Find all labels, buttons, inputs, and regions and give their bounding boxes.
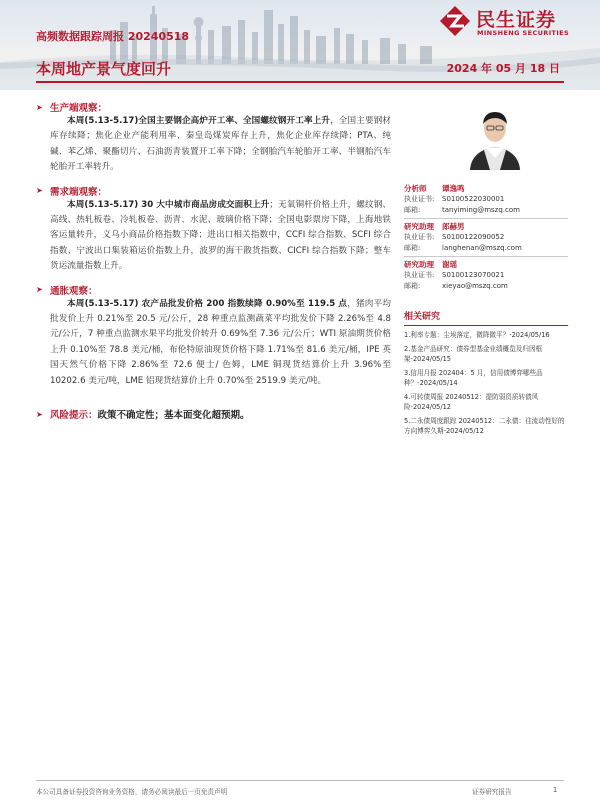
paragraph-body: ，猪肉平均批发价上升 0.21%至 20.5 元/公斤，28 种重点监测蔬菜平均批发价下降 2.26%至 4.8 元/公斤，7 种重点监测水果平均批发价转升 0.69%至 7.36 元/公斤；WTI 原油期货价格上升 0.10%至 78.8 美元/桶，布伦特原油现货价格下降 1.71%至 81.6 美元/桶，IPE 英国天然气价格下降 2.86%至 72.6 便士/ 色姆，LME 铜现货结算价上升 3.96%至 10202.6 美元/吨，LME 铝现货结算价上升 0.70%至 2519.9 美元/吨。: [50, 298, 391, 386]
section-risk: [36, 407, 391, 421]
analyst-name: 谭逸鸣: [442, 184, 465, 193]
analyst-email[interactable]: xieyao@mszq.com: [442, 282, 508, 290]
analyst-photo: [462, 100, 528, 170]
cert-number: S0100122090052: [442, 233, 505, 241]
company-logo: [438, 4, 588, 40]
risk-heading: [36, 407, 391, 421]
section-production: [36, 100, 391, 176]
section-heading-text: 需求端观察：: [50, 186, 108, 198]
section-heading-text: 生产端观察：: [50, 103, 108, 114]
analyst-role: 研究助理: [404, 222, 434, 231]
title-divider: [36, 81, 564, 83]
divider: [404, 256, 568, 257]
analyst-name: 谢瑶: [442, 260, 457, 269]
cert-label: 执业证书:: [404, 195, 435, 203]
paragraph-lead: 本周(5.13-5.17) 30 大中城市商品房成交面积上升: [67, 199, 270, 210]
section-paragraph: [50, 114, 391, 176]
footer-divider: [36, 780, 564, 781]
analyst-card: [404, 221, 568, 257]
analyst-email[interactable]: langhenan@mszq.com: [442, 244, 522, 252]
section-heading: [36, 184, 391, 198]
section-heading: [36, 100, 391, 114]
analyst-email[interactable]: tanyiming@mszq.com: [442, 206, 520, 214]
section-inflation: [36, 283, 391, 389]
email-label: 邮箱:: [404, 206, 421, 214]
arrow-bullet-icon: ➤: [36, 285, 43, 295]
related-heading: 相关研究: [404, 309, 568, 326]
report-type: 高频数据跟踪周报 20240518: [36, 30, 190, 43]
email-label: 邮箱:: [404, 244, 421, 252]
report-date: 2024 年 05 月 18 日: [446, 62, 560, 75]
analyst-list: [404, 183, 568, 294]
analyst-card: [404, 183, 568, 219]
main-content: [36, 100, 391, 429]
risk-text: 政策不确定性；基本面变化超预期。: [97, 410, 250, 422]
minsheng-logo-icon: [438, 4, 472, 38]
analyst-role: 研究助理: [404, 260, 434, 269]
logo-chinese-name: 民生证券: [476, 9, 557, 31]
paragraph-lead: 本周(5.13-5.17) 农产品批发价格 200 指数续降 0.90%至 119.5 点: [67, 298, 348, 309]
arrow-bullet-icon: ➤: [36, 409, 43, 419]
cert-number: S0100522030001: [442, 195, 505, 203]
paragraph-body: ；无氧铜杆价格上升，螺纹钢、高线、热轧板卷、冷轧板卷、沥青、水泥、玻璃价格下降；全国电影票房下降，上海地铁客运量转升，义乌小商品价格指数下降；进出口相关指数中，CCFI 综合指数、SCFI 综合指数、宁波出口集装箱运价指数上升，波罗的海干散货指数、CICFI 综合指数下降；整车货运流量指数上升。: [50, 199, 391, 272]
divider: [404, 218, 568, 219]
header-banner: [0, 0, 600, 90]
logo-english-name: MINSHENG SECURITIES: [477, 29, 570, 37]
footer-label: 证券研究报告: [472, 788, 512, 796]
related-item[interactable]: 3.信用月报 202404：5 月，信用债博弈哪些品种？-2024/05/14: [404, 369, 543, 387]
cert-number: S0100123070021: [442, 271, 505, 279]
analyst-card: [404, 259, 568, 292]
section-paragraph: [50, 297, 391, 389]
page-title: 本周地产景气度回升: [36, 60, 172, 78]
related-item[interactable]: 2.基金产品研究：债券型基金业绩概览及归因框架-2024/05/15: [404, 345, 543, 363]
footer-disclaimer: 本公司具备证券投资咨询业务资格，请务必阅读最后一页免责声明: [36, 788, 228, 796]
paragraph-lead: 本周(5.13-5.17)全国主要钢企高炉开工率、全国螺纹钢开工率上升: [67, 116, 331, 126]
arrow-bullet-icon: ➤: [36, 186, 43, 196]
related-item[interactable]: 5.二永债周度跟踪 20240512：二永债：往流动性好的方向博弈久期-2024/05/12: [404, 417, 565, 435]
arrow-bullet-icon: ➤: [36, 102, 43, 112]
cert-label: 执业证书:: [404, 271, 435, 279]
related-item[interactable]: 4.可转债周报 20240512：提防弱资质转债风险-2024/05/12: [404, 393, 539, 411]
paragraph-body: ，全国主要钢材库存续降；焦化企业产能利用率、秦皇岛煤炭库存上升，焦化企业库存续降；PTA、纯碱、苯乙烯、聚酯切片、石油沥青装置开工率下降；全钢胎汽车轮胎开工率、半钢胎汽车轮胎开工率转升。: [50, 116, 391, 173]
page-number: 1: [553, 786, 558, 794]
section-demand: [36, 184, 391, 275]
email-label: 邮箱:: [404, 282, 421, 290]
analyst-role: 分析师: [404, 184, 427, 193]
cert-label: 执业证书:: [404, 233, 435, 241]
section-paragraph: [50, 198, 391, 275]
section-heading-text: 通胀观察：: [50, 285, 98, 297]
risk-heading-text: 风险提示：: [50, 410, 98, 422]
analyst-name: 郎赫男: [442, 222, 465, 231]
related-research: [404, 309, 568, 440]
related-item[interactable]: 1.利率专题：尘埃落定，微降微平？-2024/05/16: [404, 331, 550, 339]
section-heading: [36, 283, 391, 297]
